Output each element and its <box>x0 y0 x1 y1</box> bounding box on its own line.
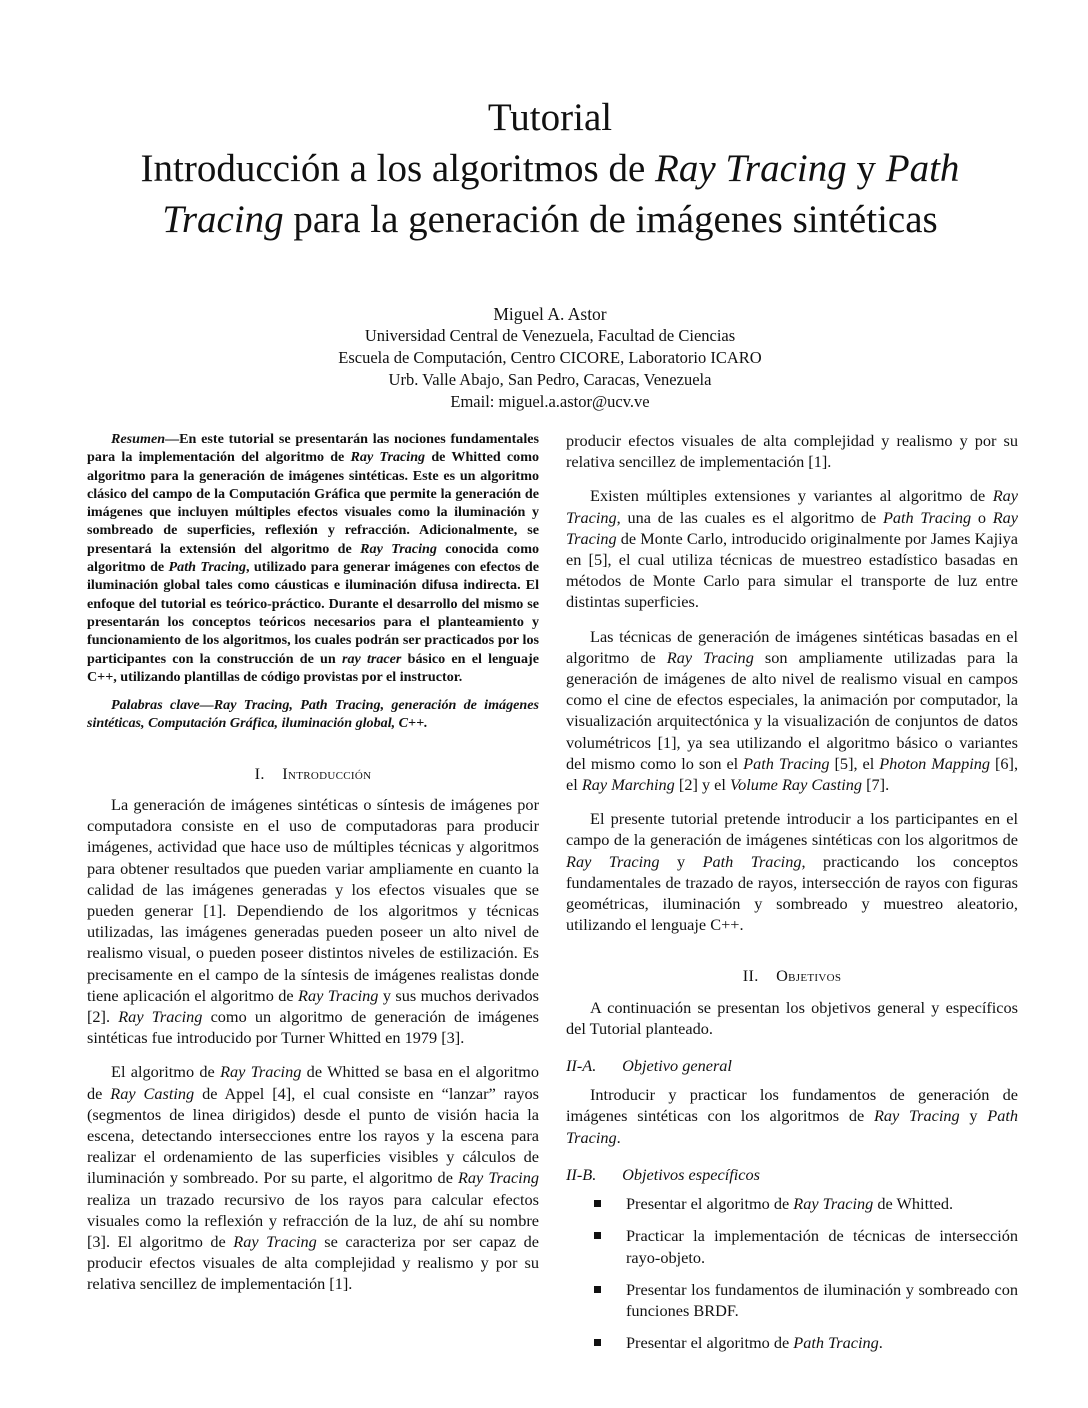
emphasis-text: Ray Tracing <box>566 507 1019 548</box>
text-run: [2] y el <box>674 775 730 795</box>
subsection-number: II-B. <box>566 1164 597 1184</box>
text-run: La generación de imágenes sintéticas o síntesis de imágenes por computadora consiste en el uso de computadoras para producir imágenes, actividad que hace uso de múltiples técnicas y algoritmos para obtener resultados que pueden variar ampliamente en cuanto la calidad de las imágenes generadas y los efectos visuales que se pueden generar [1]. Dependiendo de los algoritmos y técnicas utilizadas, las imágenes generadas pueden poseer un alto nivel de realismo visual, o pueden poseer distintos niveles de estilización. Es precisamente en el campo de la síntesis de imágenes realistas donde tiene aplicación el algoritmo de <box>87 794 539 1005</box>
text-run: Existen múltiples extensiones y variantes al algoritmo de <box>590 486 993 506</box>
emphasis-text: Ray Marching <box>581 775 675 795</box>
text-run: Presentar los fundamentos de iluminación y sombreado con funciones BRDF. <box>626 1279 1018 1320</box>
emphasis-text: Path Tracing <box>882 507 972 527</box>
subsection-number: II-A. <box>566 1056 597 1076</box>
left-column <box>87 430 540 1294</box>
paper-title <box>60 92 1040 245</box>
emphasis-text: Ray Tracing <box>655 147 847 190</box>
emphasis-text: Photon Mapping <box>879 753 991 773</box>
subsection-heading-general <box>566 1055 1018 1076</box>
paragraph <box>87 1061 540 1294</box>
bullet-square-icon <box>594 1286 601 1293</box>
paragraph <box>566 997 1018 1039</box>
list-item-text <box>626 1226 1018 1266</box>
emphasis-text: Ray Tracing <box>566 851 660 871</box>
subsection-heading-especificos <box>566 1164 1018 1185</box>
emphasis-text: Path <box>885 147 960 190</box>
emphasis-text: Ray Tracing <box>457 1168 539 1188</box>
text-run: Palabras clave—Ray Tracing, Path Tracing, generación de imágenes sintéticas, Computación Gráfica, iluminación global, C++. <box>87 697 539 732</box>
paragraph <box>566 808 1018 935</box>
text-run: se caracteriza por ser capaz de producir efectos visuales de alta complejidad y realismo y por su relativa sencillez de implementación [1]. <box>87 1232 540 1294</box>
text-run: Las técnicas de generación de imágenes sintéticas basadas en el algoritmo de <box>566 626 1018 667</box>
text-run: , una de las cuales es el algoritmo de <box>616 507 883 527</box>
emphasis-text: Path Tracing <box>566 1106 1018 1147</box>
text-run: Presentar el algoritmo de <box>626 1194 794 1214</box>
list-item-text <box>626 1280 1018 1320</box>
objectives-list <box>566 1193 1018 1353</box>
text-run: Tutorial <box>487 96 613 139</box>
text-run: . <box>878 1333 883 1353</box>
subsection-title: Objetivo general <box>622 1056 732 1076</box>
text-run: y <box>659 851 703 871</box>
emphasis-text: Ray Tracing <box>666 647 754 667</box>
title-line <box>60 92 1040 143</box>
emphasis-text: Ray Tracing <box>360 540 437 557</box>
text-run: conocida como algoritmo de <box>87 540 539 576</box>
author-name: Miguel A. Astor <box>493 304 607 324</box>
emphasis-text: Path Tracing <box>702 851 802 871</box>
text-run: de Appel [4], el cual consiste en “lanzar” rayos (segmentos de linea dirigidos) desde el punto de visión hacia la escena, detectando intersecciones entre los rayos y la escena para realizar el ordenamiento de las superficies visibles y cálculos de iluminación y sombreado. Por su parte, el algoritmo de <box>87 1083 540 1188</box>
text-run: de Whitted. <box>873 1194 954 1214</box>
text-run: A continuación se presentan los objetivos general y específicos del Tutorial planteado. <box>566 997 1018 1038</box>
emphasis-text: Ray Tracing <box>298 985 379 1005</box>
right-column <box>566 430 1018 1364</box>
text-run: . <box>616 1127 621 1147</box>
text-run: [7]. <box>862 775 890 795</box>
emphasis-text: Path Tracing <box>793 1333 879 1353</box>
emphasis-text: Volume Ray Casting <box>729 775 863 795</box>
author-affiliation: Universidad Central de Venezuela, Facultad de Ciencias <box>364 326 736 345</box>
list-item <box>566 1225 1018 1267</box>
text-run: realiza un trazado recursivo de los rayos para calcular efectos visuales como la reflexión y refracción de la luz, de ahí su nombre [3]. El algoritmo de <box>87 1189 539 1252</box>
paragraph-continued: producir efectos visuales de alta complejidad y realismo y por su relativa sencillez de implementación [1]. <box>566 431 1018 472</box>
author-email: Email: miguel.a.astor@ucv.ve <box>450 392 650 411</box>
text-run: de Whitted se basa en el algoritmo de <box>87 1062 539 1103</box>
emphasis-text: Ray Tracing <box>118 1006 203 1026</box>
author-affiliation: Escuela de Computación, Centro CICORE, Laboratorio ICARO <box>338 348 762 367</box>
section-title: Introducción <box>282 763 372 783</box>
emphasis-text: Ray Tracing <box>873 1106 960 1126</box>
text-run: El algoritmo de <box>111 1062 221 1082</box>
text-run: y sus muchos derivados [2]. <box>87 985 540 1026</box>
text-run: como un algoritmo de generación de imágenes sintéticas fue introducido por Turner Whitted en 1979 [3]. <box>87 1006 540 1048</box>
emphasis-text: Ray Tracing <box>566 486 1018 527</box>
section-number: I. <box>254 763 265 783</box>
paragraph <box>566 485 1018 612</box>
text-run: , utilizado para generar imágenes con efectos de iluminación global tales como cáusticas e iluminación difusa indirecta. El enfoque del tutorial es teórico-práctico. Durante el desarrollo del mismo se presentarán los conceptos teóricos necesarios para el planteamiento y funcionamiento de los algoritmos, los cuales podrán ser practicados por los participantes con la construcción de un <box>87 559 539 667</box>
text-run: básico en el lenguaje C++, utilizando plantillas de código provistas por el instructor. <box>87 650 539 685</box>
emphasis-text: ray tracer <box>341 650 402 667</box>
emphasis-text: Ray Tracing <box>350 449 426 466</box>
emphasis-text: Ray Casting <box>110 1083 195 1103</box>
emphasis-text: Path Tracing <box>743 753 830 773</box>
section-number: II. <box>742 966 759 986</box>
paragraph <box>566 626 1018 796</box>
emphasis-text: Ray Tracing <box>233 1232 317 1252</box>
text-run: son ampliamente utilizadas para la generación de imágenes de alto nivel de realismo visual en campos como el cine de efectos especiales, la animación por computador, la visualización arquitectónica y la visualización de conjuntos de datos volumétricos [1], ya sea utilizando el algoritmo básico o variantes del mismo como lo son el <box>566 647 1019 773</box>
text-run: de Whitted como algoritmo para la generación de imágenes sintéticas. Este es un algoritmo clásico del campo de la Computación Gráfica que permite la generación de imágenes que incluyen múltiples efectos visuales como la iluminación y sombreado de superficies, reflexión y refracción. Adicionalmente, se presentará la extensión del algoritmo de <box>87 449 539 557</box>
text-run: para la generación de imágenes sintéticas <box>283 198 938 241</box>
text-run: y <box>959 1106 988 1126</box>
text-run: —En este tutorial se presentarán las nociones fundamentales para la implementación del algoritmo de <box>87 431 539 466</box>
emphasis-text: Ray Tracing <box>220 1062 302 1082</box>
bullet-square-icon <box>594 1232 601 1239</box>
emphasis-text: Ray Tracing <box>793 1194 874 1214</box>
text-run: Practicar la implementación de técnicas de intersección rayo-objeto. <box>626 1226 1018 1267</box>
section-heading-objetivos <box>566 965 1018 986</box>
text-run: , practicando los conceptos fundamentales de trazado de rayos, intersección de rayos con figuras geométricas, iluminación y sombreado y muestreo aleatorio, utilizando el lenguaje C++. <box>566 851 1019 935</box>
text-run: [5], el <box>829 753 880 773</box>
emphasis-text: Tracing <box>162 198 284 241</box>
author-address: Urb. Valle Abajo, San Pedro, Caracas, Venezuela <box>388 370 712 389</box>
text-run: de Monte Carlo, introducido originalmente por James Kajiya en [5], el cual utiliza técnicas de muestreo estadístico basadas en métodos de Monte Carlo para simular el transporte de luz entre distintas superficies. <box>566 528 1018 612</box>
list-item <box>566 1193 1018 1214</box>
list-item-text <box>626 1194 953 1213</box>
paragraph <box>566 1084 1018 1148</box>
list-item <box>566 1332 1018 1353</box>
bullet-square-icon <box>594 1339 601 1346</box>
text-run: [6], el <box>566 753 1019 795</box>
text-run: Introducción a los algoritmos de <box>140 147 656 190</box>
text-run: Introducir y practicar los fundamentos de generación de imágenes sintéticas con los algoritmos de <box>566 1085 1018 1126</box>
paragraph <box>87 794 539 1048</box>
title-line <box>60 194 1040 245</box>
list-item-text <box>626 1333 883 1352</box>
abstract <box>87 430 539 686</box>
author-block <box>250 303 850 413</box>
title-line <box>60 143 1040 194</box>
text-run: o <box>971 507 993 527</box>
list-item <box>566 1279 1018 1321</box>
section-title: Objetivos <box>776 966 842 986</box>
text-run: El presente tutorial pretende introducir a los participantes en el campo de la generación de imágenes sintéticas con los algoritmos de <box>566 809 1018 850</box>
text-run: Presentar el algoritmo de <box>626 1333 794 1353</box>
text-run: y <box>846 147 886 190</box>
bullet-square-icon <box>594 1200 601 1207</box>
emphasis-text: Path Tracing <box>168 559 247 576</box>
section-heading-introduccion <box>87 763 539 784</box>
subsection-title: Objetivos específicos <box>622 1164 760 1184</box>
keywords <box>87 696 539 733</box>
emphasis-text: Resumen <box>111 431 166 447</box>
